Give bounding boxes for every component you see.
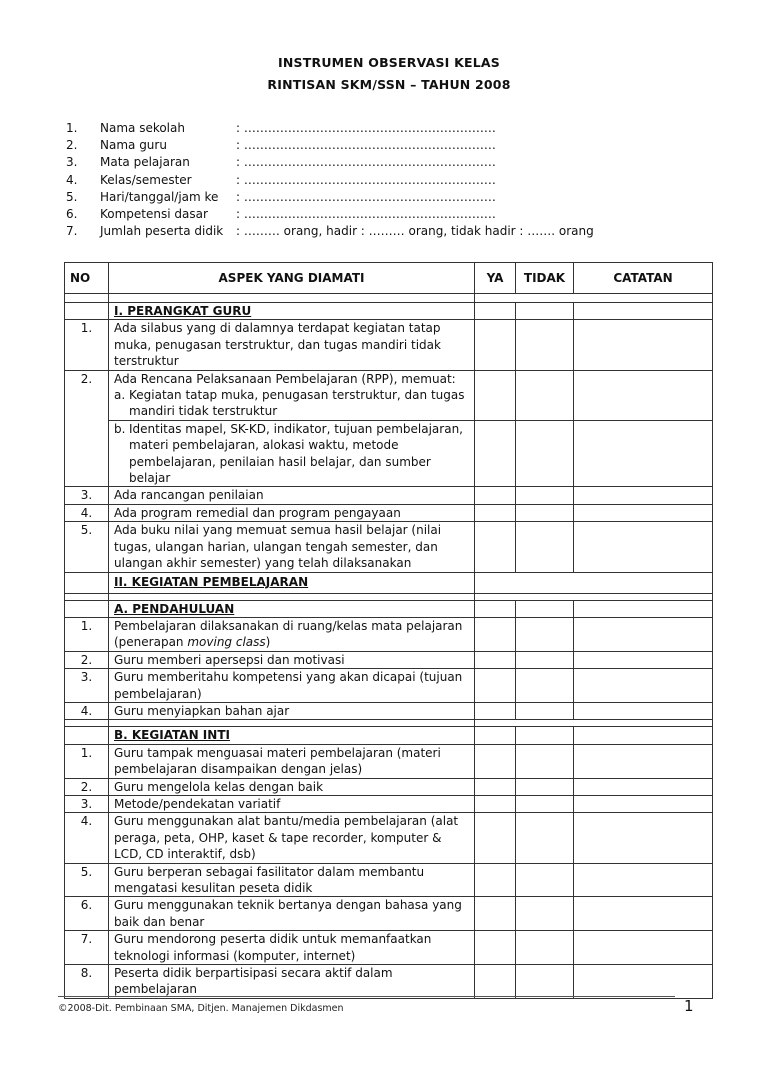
row-number: 2. <box>65 778 109 795</box>
table-row <box>65 744 713 778</box>
row-number: 3. <box>65 795 109 812</box>
table-row <box>65 965 713 999</box>
check-ya-cell[interactable] <box>475 504 516 521</box>
row-aspect: Ada program remedial dan program pengayaan <box>109 504 475 521</box>
info-value-blank: : ……………………………………………………… <box>236 189 496 204</box>
row-aspect: Peserta didik berpartisipasi secara aktif dalam pembelajaran <box>109 965 475 999</box>
header-catatan: CATATAN <box>574 263 713 294</box>
table-row <box>65 370 713 387</box>
info-label: Kompetensi dasar <box>100 206 208 221</box>
check-tidak-cell[interactable] <box>516 863 574 897</box>
row-aspect <box>109 617 475 651</box>
row-aspect: Guru mengelola kelas dengan baik <box>109 778 475 795</box>
row-aspect: Guru menyiapkan bahan ajar <box>109 702 475 719</box>
header-ya: YA <box>475 263 516 294</box>
check-ya-cell[interactable] <box>475 813 516 863</box>
section-title-perangkat: I. PERANGKAT GURU <box>114 304 252 318</box>
check-ya-cell[interactable] <box>475 931 516 965</box>
check-tidak-cell[interactable] <box>516 795 574 812</box>
info-value-blank: : ……………………………………………………… <box>236 155 496 170</box>
info-value-blank: : ……………………………………………………… <box>236 172 496 187</box>
check-tidak-cell[interactable] <box>516 778 574 795</box>
info-label: Nama guru <box>100 138 167 153</box>
page-number: 1 <box>684 997 694 1015</box>
catatan-cell[interactable] <box>574 744 713 778</box>
sub-text: Identitas mapel, SK-KD, indikator, tujuan pembelajaran, materi pembelajaran, alokasi waktu, metode pembelajaran, penilaian hasil belajar, dan sumber belajar <box>129 421 463 486</box>
check-tidak-cell[interactable] <box>516 669 574 703</box>
check-tidak-cell[interactable] <box>516 487 574 504</box>
info-number: 3. <box>66 155 78 170</box>
catatan-cell[interactable] <box>574 897 713 931</box>
row-number: 3. <box>65 487 109 504</box>
row-number: 4. <box>65 813 109 863</box>
table-header-row <box>65 263 713 294</box>
catatan-cell[interactable] <box>574 420 713 487</box>
check-tidak-cell[interactable] <box>516 617 574 651</box>
check-tidak-cell[interactable] <box>516 420 574 487</box>
row-aspect-sub <box>109 387 475 420</box>
section-title-inti: B. KEGIATAN INTI <box>114 728 230 743</box>
section-row <box>65 593 713 600</box>
catatan-cell[interactable] <box>574 522 713 572</box>
section-title-pendahuluan: A. PENDAHULUAN <box>114 601 235 616</box>
info-number: 2. <box>66 138 78 153</box>
check-ya-cell[interactable] <box>475 420 516 487</box>
info-number: 4. <box>66 172 78 187</box>
row-aspect: Guru memberi apersepsi dan motivasi <box>109 651 475 668</box>
catatan-cell[interactable] <box>574 669 713 703</box>
table-row <box>65 617 713 651</box>
table-row <box>65 813 713 863</box>
check-tidak-cell[interactable] <box>516 897 574 931</box>
catatan-cell[interactable] <box>574 617 713 651</box>
header-aspek: ASPEK YANG DIAMATI <box>109 263 475 294</box>
section-row <box>65 572 713 593</box>
header-tidak: TIDAK <box>516 263 574 294</box>
catatan-cell[interactable] <box>574 863 713 897</box>
catatan-cell[interactable] <box>574 813 713 863</box>
row-aspect: Guru berperan sebagai fasilitator dalam membantu mengatasi kesulitan peseta didik <box>109 863 475 897</box>
row-number: 4. <box>65 504 109 521</box>
row-aspect-intro: Ada Rencana Pelaksanaan Pembelajaran (RPP), memuat: <box>114 371 456 386</box>
catatan-cell[interactable] <box>574 370 713 420</box>
row-number: 1. <box>65 320 109 370</box>
catatan-cell[interactable] <box>574 965 713 999</box>
row-number: 2. <box>65 651 109 668</box>
table-row <box>65 522 713 572</box>
check-tidak-cell[interactable] <box>516 320 574 370</box>
check-ya-cell[interactable] <box>475 702 516 719</box>
row-number: 5. <box>65 863 109 897</box>
check-ya-cell[interactable] <box>475 651 516 668</box>
section-row <box>65 720 713 727</box>
catatan-cell[interactable] <box>574 651 713 668</box>
row-aspect: Guru memberitahu kompetensi yang akan dicapai (tujuan pembelajaran) <box>109 669 475 703</box>
check-tidak-cell[interactable] <box>516 931 574 965</box>
table-row <box>65 320 713 370</box>
table-row <box>65 487 713 504</box>
info-value-blank: : ……………………………………………………… <box>236 206 496 221</box>
footer-divider <box>58 996 675 997</box>
row-aspect-italic: moving class <box>187 635 266 650</box>
check-ya-cell[interactable] <box>475 370 516 420</box>
row-number: 6. <box>65 897 109 931</box>
info-label: Jumlah peserta didik <box>100 224 224 239</box>
table-row <box>65 420 713 487</box>
table-row <box>65 931 713 965</box>
check-ya-cell[interactable] <box>475 897 516 931</box>
check-tidak-cell[interactable] <box>516 744 574 778</box>
check-ya-cell[interactable] <box>475 669 516 703</box>
info-number: 5. <box>66 189 78 204</box>
check-tidak-cell[interactable] <box>516 702 574 719</box>
row-aspect: Guru menggunakan teknik bertanya dengan bahasa yang baik dan benar <box>109 897 475 931</box>
row-aspect: Guru mendorong peserta didik untuk memanfaatkan teknologi informasi (komputer, internet) <box>109 931 475 965</box>
row-aspect: Metode/pendekatan variatif <box>109 795 475 812</box>
row-aspect-text: Pembelajaran dilaksanakan di ruang/kelas mata pelajaran (penerapan <box>114 618 463 650</box>
info-value-blank: : ……………………………………………………… <box>236 121 496 135</box>
info-label: Hari/tanggal/jam ke <box>100 189 219 204</box>
check-tidak-cell[interactable] <box>516 813 574 863</box>
footer-copyright: ©2008-Dit. Pembinaan SMA, Ditjen. Manajemen Dikdasmen <box>58 1003 344 1014</box>
table-row <box>65 778 713 795</box>
catatan-cell[interactable] <box>574 504 713 521</box>
check-tidak-cell[interactable] <box>516 965 574 999</box>
row-aspect-sub <box>109 420 475 487</box>
row-aspect-text-end: ) <box>265 635 271 650</box>
table-row <box>65 651 713 668</box>
catatan-cell[interactable] <box>574 702 713 719</box>
check-ya-cell[interactable] <box>475 965 516 999</box>
info-number: 7. <box>66 224 78 239</box>
info-number: 6. <box>66 206 78 221</box>
table-row <box>65 504 713 521</box>
row-aspect: Ada buku nilai yang memuat semua hasil belajar (nilai tugas, ulangan harian, ulangan tengah semester, dan ulangan akhir semester) yang telah dilaksanakan <box>109 522 475 572</box>
table-row <box>65 795 713 812</box>
row-aspect: Ada silabus yang di dalamnya terdapat kegiatan tatap muka, penugasan terstruktur, dan tugas mandiri tidak terstruktur <box>109 320 475 370</box>
row-aspect: Ada rancangan penilaian <box>109 487 475 504</box>
row-number: 2. <box>65 370 109 487</box>
check-tidak-cell[interactable] <box>516 522 574 572</box>
row-number: 7. <box>65 931 109 965</box>
section-row <box>65 303 713 320</box>
sub-text: Kegiatan tatap muka, penugasan terstruktur, dan tugas mandiri tidak terstruktur <box>129 388 465 419</box>
check-ya-cell[interactable] <box>475 320 516 370</box>
info-value-blank: : ……………………………………………………… <box>236 138 496 153</box>
row-number: 1. <box>65 744 109 778</box>
catatan-cell[interactable] <box>574 795 713 812</box>
catatan-cell[interactable] <box>574 487 713 504</box>
table-row <box>65 863 713 897</box>
catatan-cell[interactable] <box>574 931 713 965</box>
section-row <box>65 600 713 617</box>
sub-letter: a. <box>114 388 126 403</box>
table-row <box>65 702 713 719</box>
check-ya-cell[interactable] <box>475 863 516 897</box>
section-row <box>65 727 713 744</box>
check-tidak-cell[interactable] <box>516 504 574 521</box>
row-number: 3. <box>65 669 109 703</box>
observation-table <box>64 262 713 999</box>
check-tidak-cell[interactable] <box>516 370 574 420</box>
info-label: Nama sekolah <box>100 121 185 135</box>
catatan-cell[interactable] <box>574 320 713 370</box>
sub-letter: b. <box>114 421 126 436</box>
row-number: 8. <box>65 965 109 999</box>
row-number: 1. <box>65 617 109 651</box>
row-aspect <box>109 370 475 387</box>
info-label: Mata pelajaran <box>100 155 190 170</box>
check-ya-cell[interactable] <box>475 795 516 812</box>
row-number: 4. <box>65 702 109 719</box>
row-aspect: Guru tampak menguasai materi pembelajaran (materi pembelajaran disampaikan dengan jelas) <box>109 744 475 778</box>
document-subtitle: RINTISAN SKM/SSN – TAHUN 2008 <box>267 77 511 92</box>
section-title-kegiatan: II. KEGIATAN PEMBELAJARAN <box>114 575 309 590</box>
table-row <box>65 669 713 703</box>
table-row <box>65 897 713 931</box>
check-ya-cell[interactable] <box>475 487 516 504</box>
check-ya-cell[interactable] <box>475 617 516 651</box>
check-ya-cell[interactable] <box>475 778 516 795</box>
check-ya-cell[interactable] <box>475 744 516 778</box>
check-ya-cell[interactable] <box>475 522 516 572</box>
info-value-blank: : ……… orang, hadir : ……… orang, tidak hadir : ……. orang <box>236 224 594 239</box>
row-aspect: Guru menggunakan alat bantu/media pembelajaran (alat peraga, peta, OHP, kaset & tape recorder, komputer & LCD, CD interaktif, dsb) <box>109 813 475 863</box>
check-tidak-cell[interactable] <box>516 651 574 668</box>
info-number: 1. <box>66 121 78 135</box>
catatan-cell[interactable] <box>574 778 713 795</box>
info-label: Kelas/semester <box>100 172 192 187</box>
row-number: 5. <box>65 522 109 572</box>
document-title: INSTRUMEN OBSERVASI KELAS <box>278 55 500 70</box>
header-no: NO <box>65 263 109 294</box>
section-row <box>65 294 713 303</box>
